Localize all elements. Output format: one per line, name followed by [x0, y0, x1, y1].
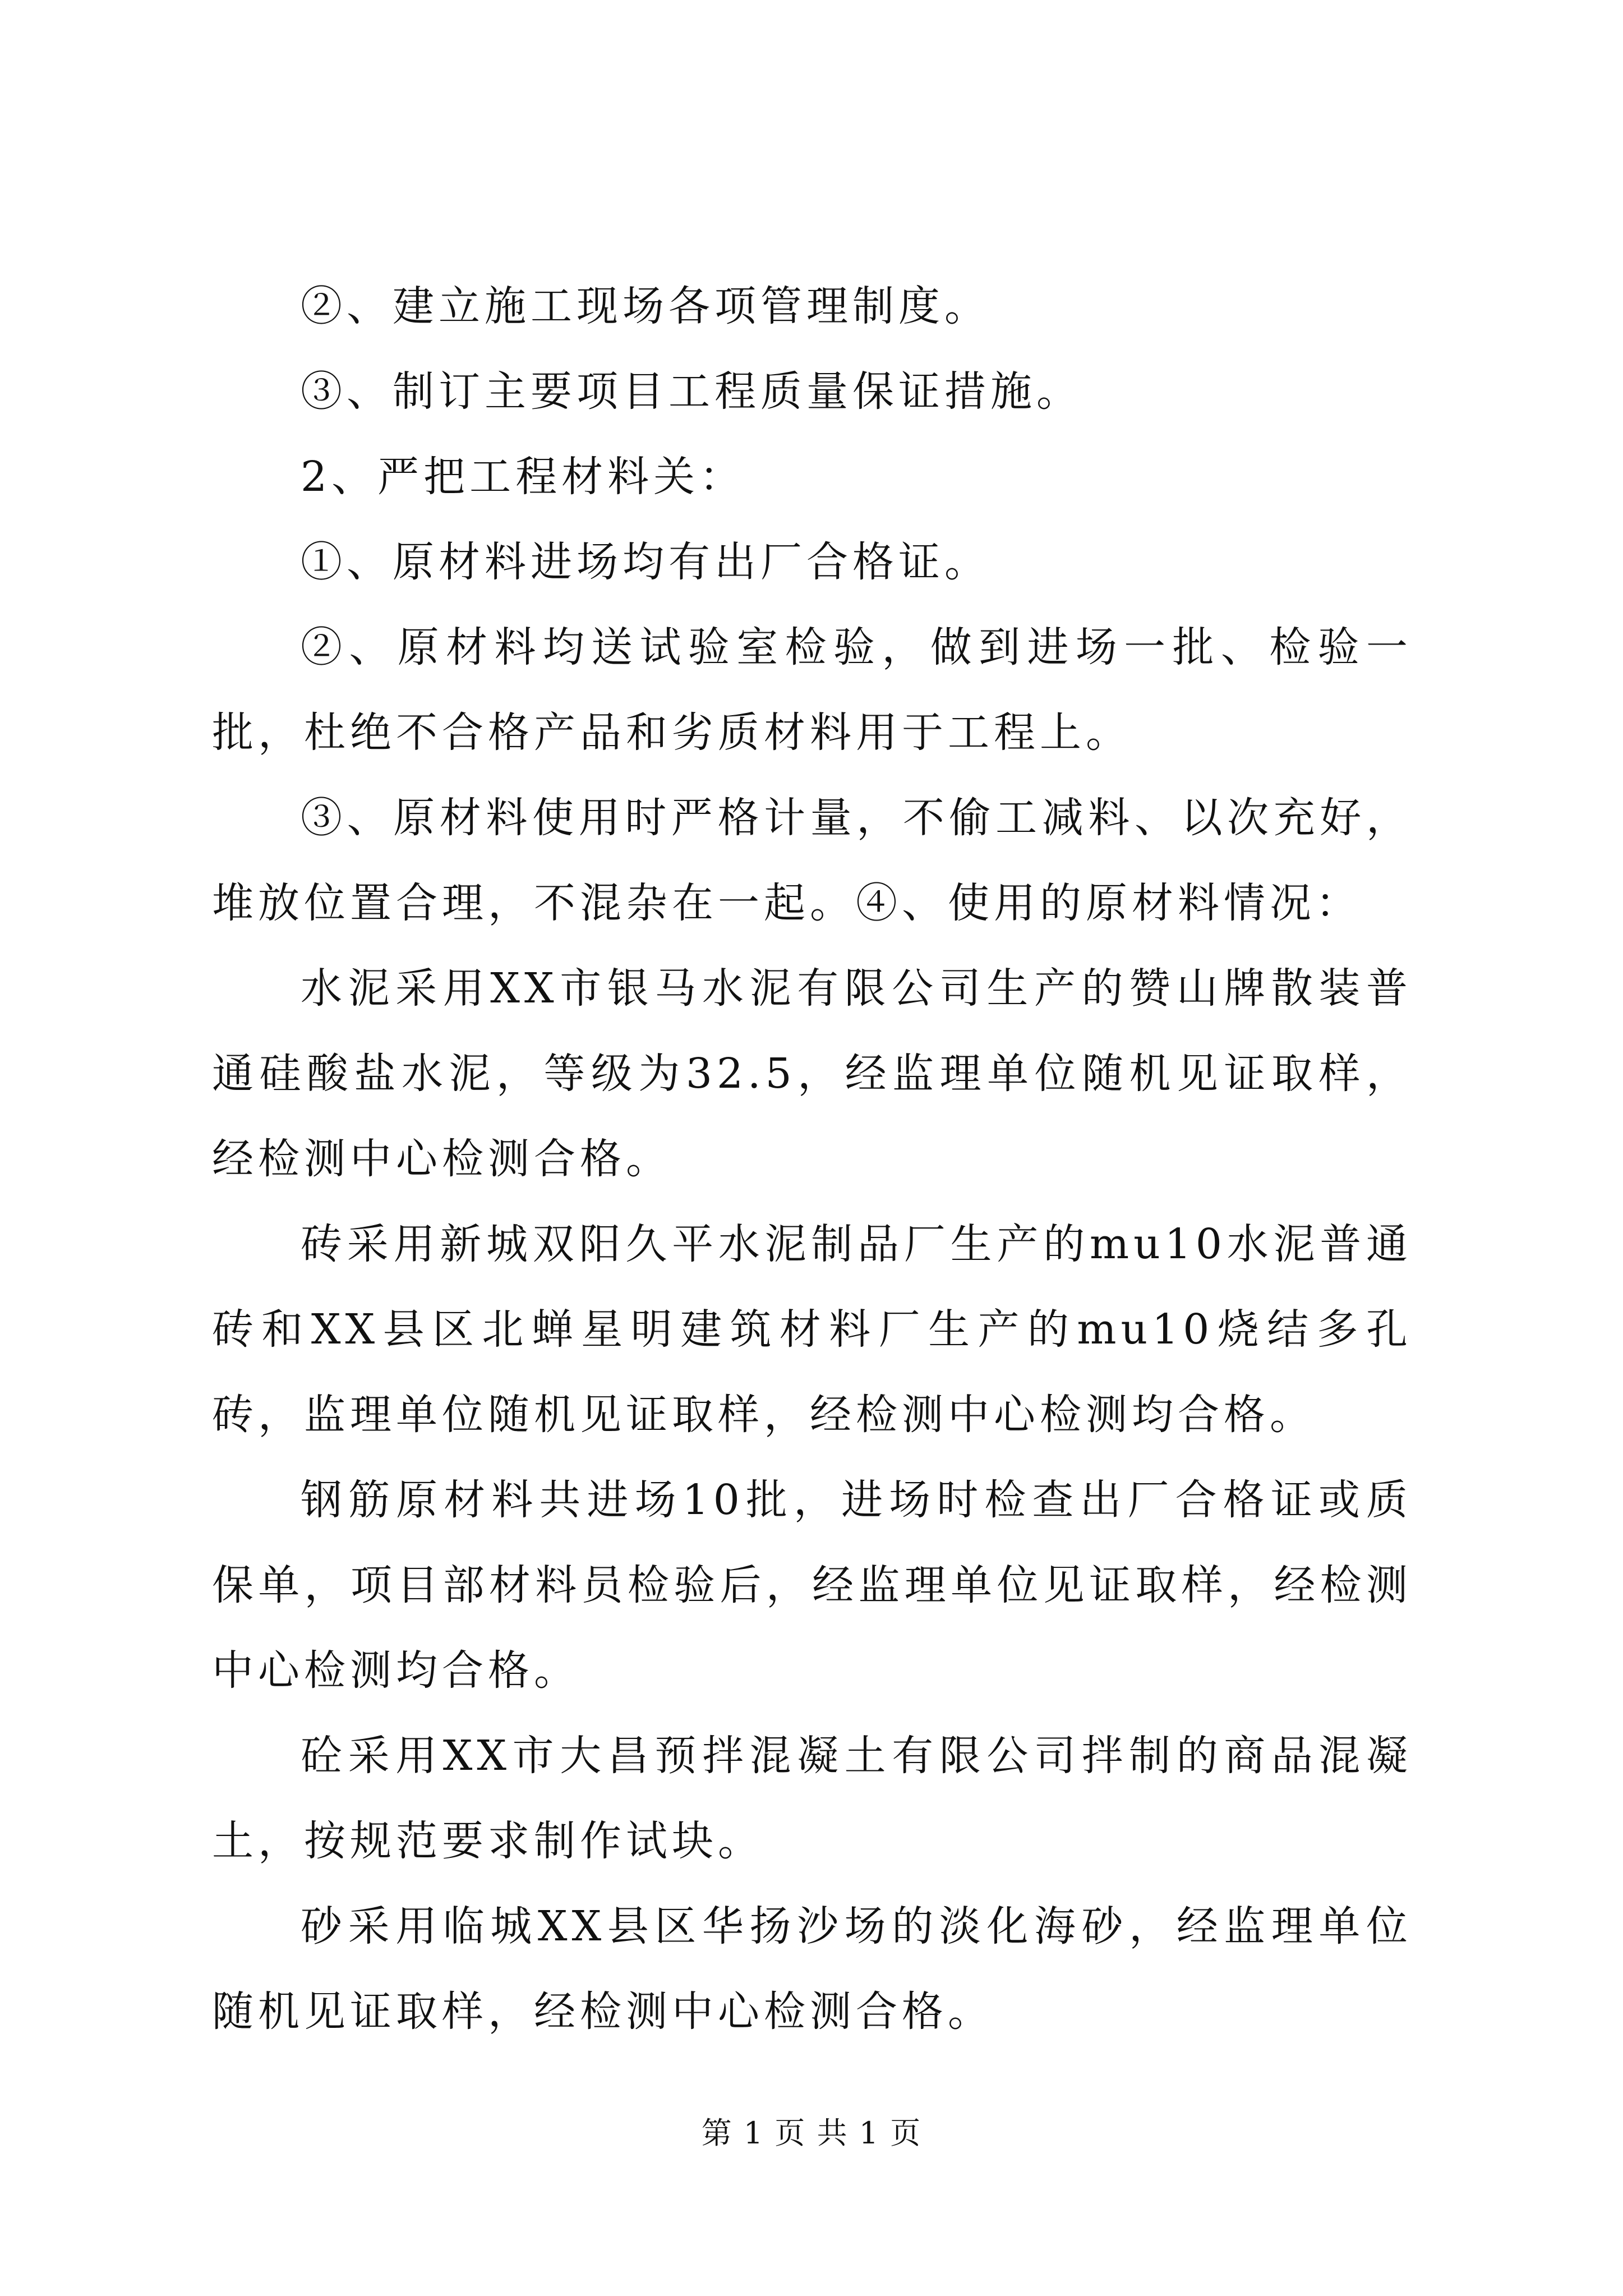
- paragraph-7: 水泥采用XX市银马水泥有限公司生产的赞山牌散装普通硅酸盐水泥，等级为32.5，经监理单位随机见证取样，经检测中心检测合格。: [212, 964, 1412, 1183]
- paragraph-10: 砼采用XX市大昌预拌混凝土有限公司拌制的商品混凝土，按规范要求制作试块。: [212, 1732, 1412, 1865]
- document-body: [212, 264, 1412, 2054]
- paragraph-11: 砂采用临城XX县区华扬沙场的淡化海砂，经监理单位随机见证取样，经检测中心检测合格。: [212, 1902, 1412, 2036]
- paragraph-2: ③、制订主要项目工程质量保证措施。: [301, 367, 1082, 416]
- paragraph-5: ②、原材料均送试验室检验，做到进场一批、检验一批，杜绝不合格产品和劣质材料用于工程上。: [212, 623, 1412, 757]
- paragraph-4: ①、原材料进场均有出厂合格证。: [301, 538, 990, 586]
- paragraph-1: ②、建立施工现场各项管理制度。: [301, 282, 990, 330]
- paragraph-3: 2、严把工程材料关：: [301, 453, 746, 501]
- page-number-footer: 第 1 页 共 1 页: [701, 2115, 922, 2151]
- paragraph-9: 钢筋原材料共进场10批，进场时检查出厂合格证或质保单，项目部材料员检验后，经监理单位见证取样，经检测中心检测均合格。: [212, 1476, 1412, 1695]
- paragraph-6: ③、原材料使用时严格计量，不偷工减料、以次充好，堆放位置合理，不混杂在一起。④、使用的原材料情况：: [212, 794, 1412, 927]
- paragraph-8: 砖采用新城双阳久平水泥制品厂生产的mu10水泥普通砖和XX县区北蝉星明建筑材料厂生产的mu10烧结多孔砖，监理单位随机见证取样，经检测中心检测均合格。: [212, 1220, 1412, 1439]
